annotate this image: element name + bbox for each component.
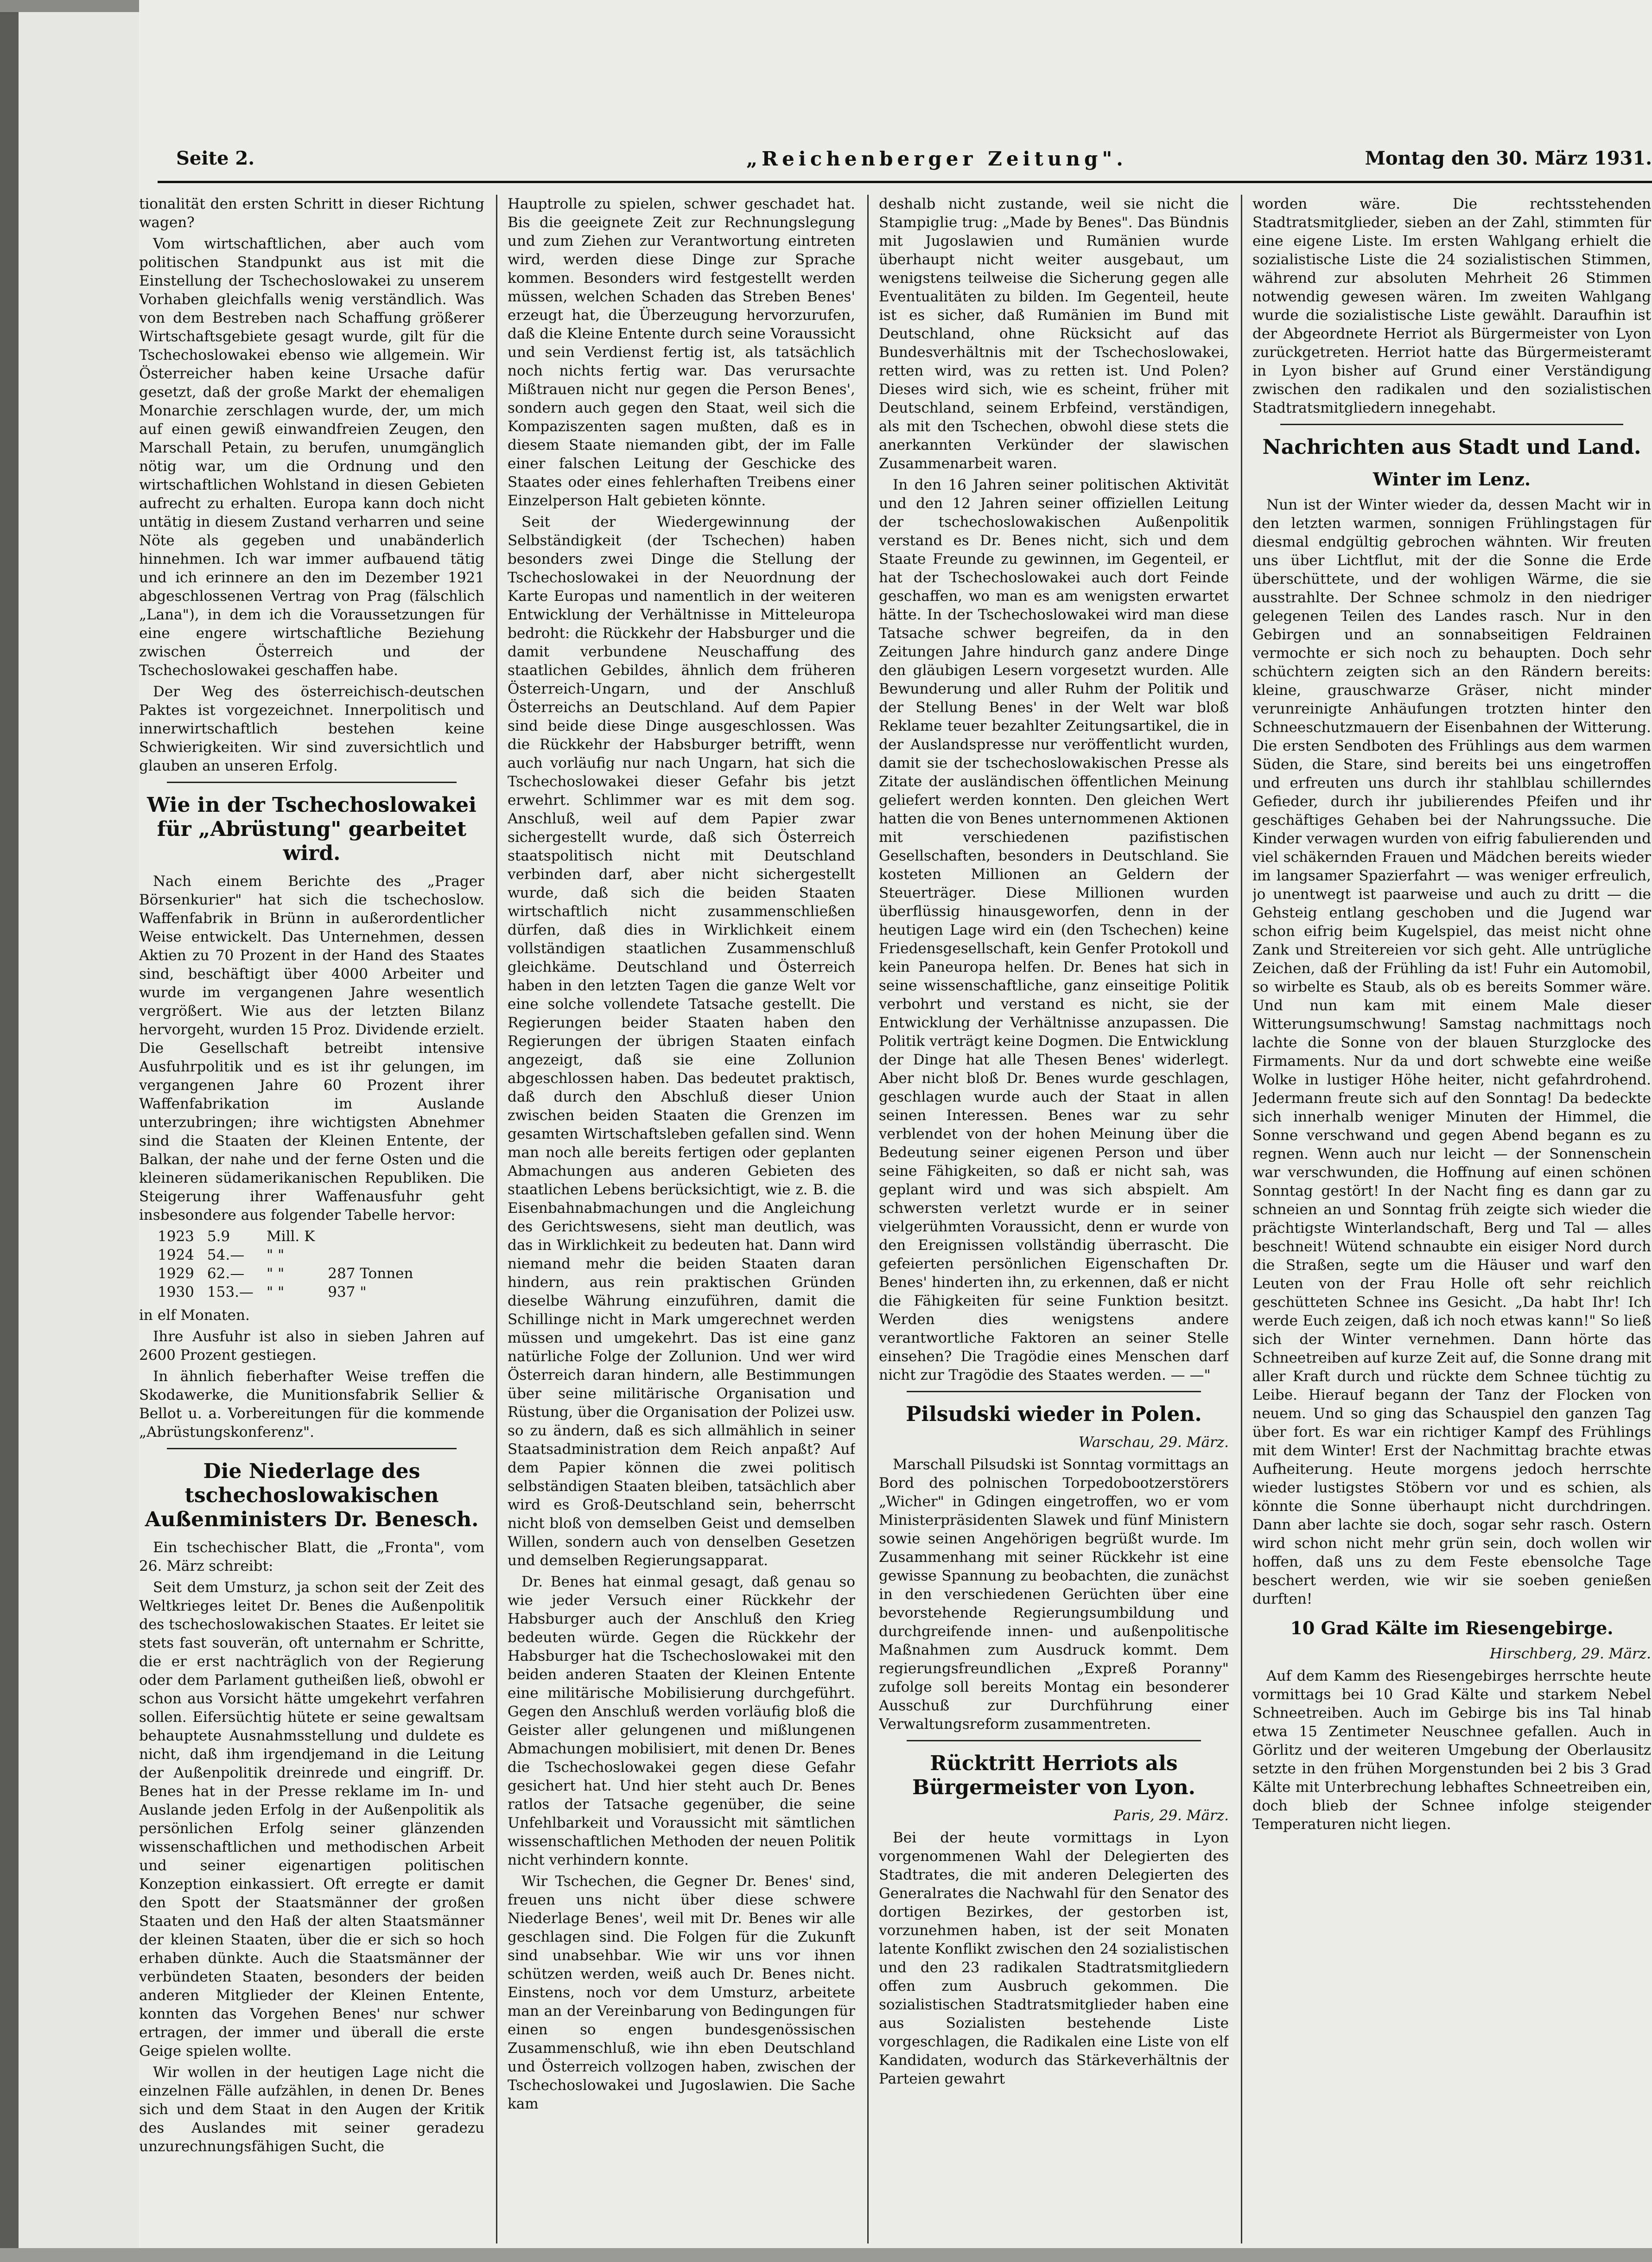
stat-unit: " " — [266, 1284, 285, 1300]
section-headline-nachrichten: Nachrichten aus Stadt und Land. — [1262, 435, 1641, 459]
stat-extra — [328, 1246, 426, 1264]
stat-year: 1923 — [158, 1228, 194, 1245]
stat-year: 1929 — [158, 1265, 194, 1282]
table-row — [158, 1246, 426, 1264]
paragraph: Marschall Pilsudski ist Sonntag vormittags an Bord des polnischen Torpedobootzerstörers „Wicher" in Gdingen eingetroffen, wo er vom Ministerpräsidenten Slawek und fünf Ministern sowie seinen Angehörigen begrüßt wurde. Im Zusammenhang mit seiner Rückkehr ist eine gewisse Spannung zu beobachten, die zunächst in den verschiedenen Gerüchten über eine bevorstehende Regierungsumbildung und durchgreifende innen- und außenpolitische Maßnahmen zum Ausdruck kommt. Dem regierungsfreundlichen „Expreß Poranny" zufolge soll bereits Montag ein besonderer Ausschuß zur Durchführung einer Verwaltungsreform zusammentreten. — [879, 1456, 1229, 1733]
paragraph: in elf Monaten. — [139, 1307, 250, 1324]
export-stats-table — [158, 1227, 426, 1301]
scan-edge-bottom — [0, 2248, 1652, 2262]
paragraph: Bei der heute vormittags in Lyon vorgenommenen Wahl der Delegierten des Stadtrates, die mit anderen Delegierten des Generalrates die Nachwahl für den Senator des dortigen Bezirkes, der gestorben ist, vorzunehmen haben, ist der seit Monaten latente Konflikt zwischen den 24 sozialistischen und den 23 radikalen Stadtratsmitgliedern offen zum Ausbruch gekommen. Die sozialistischen Stadtratsmitglieder haben eine aus Sozialisten bestehende Liste vorgeschlagen, die Radikalen eine Liste von elf Kandidaten, wodurch das Stärkeverhältnis der Parteien gewahrt — [879, 1829, 1229, 2087]
page-number: Seite 2. — [176, 147, 255, 169]
dateline: Hirschberg, 29. März. — [1490, 1645, 1651, 1662]
paragraph: Nach einem Berichte des „Prager Börsenkurier" hat sich die tschechoslow. Waffenfabrik in Brünn in außerordentlicher Weise entwickelt. Das Unternehmen, dessen Aktien zu 70 Prozent in der Hand des Staates sind, beschäftigt über 4000 Arbeiter und wurde im vergangenen Jahre wesentlich vergrößert. Wie aus der letzten Bilanz hervorgeht, wurden 15 Proz. Dividende erzielt. Die Gesellschaft betreibt intensive Ausfuhrpolitik und es ist ihr gelungen, im vergangenen Jahre 60 Prozent ihrer Waffenfabrikation im Auslande unterzubringen; ihre wichtigsten Abnehmer sind die Staaten der Kleinen Entente, der Balkan, der nahe und der ferne Osten und die kleineren südamerikanischen Republiken. Die Steigerung ihrer Waffenausfuhr geht insbesondere aus folgender Tabelle hervor: — [139, 873, 484, 1223]
column-3 — [879, 195, 1229, 2243]
article-headline-winter: Winter im Lenz. — [1372, 469, 1531, 490]
stat-year: 1930 — [158, 1284, 194, 1300]
stat-value: 62.— — [207, 1265, 245, 1282]
article-headline-benesch: Die Niederlage des tschechoslowakischen Außenministers Dr. Benesch. — [145, 1459, 479, 1531]
paragraph: Ihre Ausfuhr ist also in sieben Jahren auf 2600 Prozent gestiegen. — [139, 1328, 484, 1364]
article-rule — [907, 1740, 1201, 1741]
stat-unit: " " — [266, 1247, 285, 1263]
stat-extra: 287 Tonnen — [328, 1265, 413, 1282]
column-1 — [139, 195, 484, 2243]
paragraph: deshalb nicht zustande, weil sie nicht die Stampiglie trug: „Made by Benes". Das Bündnis mit Jugoslawien und Rumänien wurde überhaupt nicht weiter ausgebaut, um wenigstens teilweise die Sicherung gegen alle Eventualitäten zu bilden. Im Gegenteil, heute ist es sicher, daß Rumänien im Bund mit Deutschland, ohne Rücksicht auf das Bundesverhältnis mit der Tschechoslowakei, retten wird, was zu retten ist. Und Polen? Dieses wird sich, wie es scheint, früher mit Deutschland, seinem Erbfeind, verständigen, als mit den Tschechen, obwohl diese stets die anerkannten Verkünder der slawischen Zusammenarbeit waren. — [879, 196, 1229, 472]
stat-value: 54.— — [207, 1247, 245, 1263]
table-row — [158, 1283, 426, 1301]
dateline: Paris, 29. März. — [1113, 1807, 1229, 1824]
paragraph: worden wäre. Die rechtsstehenden Stadtratsmitglieder, sieben an der Zahl, stimmten für eine eigene Liste. Im ersten Wahlgang erhielt die sozialistische Liste die 24 sozialistischen Stimmen, während zur absoluten Mehrheit 26 Stimmen notwendig gewesen wären. Im zweiten Wahlgang wurde die sozialistische Liste gewählt. Daraufhin ist der Abgeordnete Herriot als Bürgermeister von Lyon zurückgetreten. Herriot hatte das Bürgermeisteramt in Lyon bisher auf Grund einer Verständigung zwischen den radikalen und den sozialistischen Stadtratsmitgliedern innegehabt. — [1252, 196, 1651, 416]
stat-unit: Mill. K — [266, 1228, 315, 1245]
paragraph: Der Weg des österreichisch-deutschen Paktes ist vorgezeichnet. Innerpolitisch und innerwirtschaftlich bestehen keine Schwierigkeiten. Wir sind zuversichtlich und glauben an unseren Erfolg. — [139, 683, 484, 774]
newspaper-title: „Reichenberger Zeitung". — [746, 147, 1127, 170]
stat-value: 153.— — [207, 1284, 254, 1300]
paragraph: In ähnlich fieberhafter Weise treffen die Skodawerke, die Munitionsfabrik Sellier & Bellot u. a. Vorbereitungen für die kommende „Abrüstungskonferenz". — [139, 1368, 484, 1440]
column-4 — [1252, 195, 1651, 2243]
column-2 — [508, 195, 855, 2243]
paragraph: Auf dem Kamm des Riesengebirges herrschte heute vormittags bei 10 Grad Kälte und starkem Nebel Schneetreiben. Auch im Gebirge bis ins Tal hinab etwa 15 Zentimeter Neuschnee gefallen. Auch in Görlitz und der weiteren Umgebung der Oberlausitz setzte in den frühen Morgenstunden bei 2 bis 3 Grad Kälte mit Unterbrechung lebhaftes Schneetreiben ein, doch blieb der Schnee infolge steigender Temperaturen nicht liegen. — [1252, 1668, 1651, 1833]
section-rule — [1280, 424, 1623, 425]
stat-value: 5.9 — [207, 1228, 230, 1245]
paragraph: Vom wirtschaftlichen, aber auch vom politischen Standpunkt aus ist mit die Einstellung der Tschechoslowakei zu unserem Vorhaben gleichfalls wenig verständlich. Was von dem Bestreben nach Schaffung größerer Wirtschaftsgebiete gesagt wurde, gilt für die Tschechoslowakei ebenso wie allgemein. Wir Österreicher haben keine Ursache dafür gesetzt, daß der große Markt der ehemaligen Monarchie zerschlagen wurde, der, um mich auf einen gewiß einwandfreien Zeugen, den Marschall Petain, zu berufen, unumgänglich nötig war, um die Ordnung und den wirtschaftlichen Wohlstand in diesen Gebieten aufrecht zu erhalten. Europa kann doch nicht untätig in diesem Zustand verharren und seine Nöte als gegeben und unabänderlich hinnehmen. Ich war immer aufbauend tätig und ich erinnere an den im Dezember 1921 abgeschlossenen Vertrag von Prag (fälschlich „Lana"), in dem ich die Voraussetzungen für eine engere wirtschaftliche Beziehung zwischen Österreich und der Tschechoslowakei geschaffen habe. — [139, 236, 484, 679]
stat-year: 1924 — [158, 1247, 194, 1263]
article-headline-kaelte: 10 Grad Kälte im Riesengebirge. — [1290, 1618, 1614, 1638]
article-headline-herriot: Rücktritt Herriots als Bürgermeister von Lyon. — [912, 1752, 1195, 1799]
paragraph: tionalität den ersten Schritt in dieser Richtung wagen? — [139, 196, 484, 231]
column-separator — [867, 195, 869, 2243]
stat-extra: 937 " — [328, 1284, 367, 1300]
article-rule — [167, 1448, 457, 1449]
dateline: Warschau, 29. März. — [1078, 1434, 1229, 1451]
scan-edge-left — [0, 0, 19, 2262]
header-rule — [158, 181, 1652, 183]
stat-extra — [328, 1227, 426, 1246]
paragraph: Hauptrolle zu spielen, schwer geschadet hat. Bis die geeignete Zeit zur Rechnungslegung und zum Ziehen zur Verantwortung eintreten wird, werden diese Dinge zur Sprache kommen. Besonders wird festgestellt werden müssen, welchen Schaden das Streben Benes' erzeugt hat, die Überzeugung hervorzurufen, daß die Kleine Entente durch seine Voraussicht und sein Verdienst fertig ist, als tatsächlich noch nichts fertig war. Das verursachte Mißtrauen nicht nur gegen die Person Benes', sondern auch gegen den Staat, weil sich die Kompaziszenten sagen mußten, daß es in diesem Staate niemanden gibt, der im Falle einer falschen Leitung der Geschicke des Staates oder eines fehlerhaften Treibens einer Einzelperson Halt gebieten könnte. — [508, 196, 855, 509]
article-rule — [167, 782, 457, 783]
issue-date: Montag den 30. März 1931. — [1365, 147, 1652, 169]
paragraph: Seit der Wiedergewinnung der Selbständigkeit (der Tschechen) haben besonders zwei Dinge die Stellung der Tschechoslowakei in der Neuordnung der Karte Europas und namentlich in der weiteren Entwicklung der Verhältnisse in Mitteleuropa bedroht: die Rückkehr der Habsburger und die damit verbundene Neuschaffung des staatlichen Gebildes, ähnlich dem früheren Österreich-Ungarn, und der Anschluß Österreichs an Deutschland. Auf dem Papier sind beide diese Dinge ausgeschlossen. Was die Rückkehr der Habsburger betrifft, wenn auch vorläufig nur nach Ungarn, hat sich die Tschechoslowakei dieser Gefahr bis jetzt erwehrt. Schlimmer war es mit dem sog. Anschluß, weil auf dem Papier zwar sichergestellt wurde, daß sich Österreich staatspolitisch nicht mit Deutschland verbinden darf, aber nicht sichergestellt wurde, daß sich die beiden Staaten wirtschaftlich nicht zusammenschließen dürfen, daß dies in Wirklichkeit einem vollständigen staatlichen Zusammenschluß gleichkäme. Deutschland und Österreich haben in den letzten Tagen die ganze Welt vor eine solche vollendete Tatsache gestellt. Die Regierungen beider Staaten haben den Regierungen der übrigen Staaten einfach angezeigt, daß sie eine Zollunion abgeschlossen haben. Das bedeutet praktisch, daß durch den Abschluß dieser Union zwischen beiden Staaten die Grenzen im gesamten Wirtschaftsleben gefallen sind. Wenn man noch alle bereits fertigen oder geplanten Abmachungen aus anderen Gebieten des staatlichen Lebens berücksichtigt, wie z. B. die Eisenbahnabmachungen und die Angleichung des Gerichtswesens, sieht man deutlich, was das in Wirklichkeit zu bedeuten hat. Dann wird niemand mehr die beiden Staaten daran hindern, aus rein praktischen Gründen dieselbe Währung einzuführen, damit die Schillinge nicht in Mark umgerechnet werden müssen und umgekehrt. Das ist eine ganz natürliche Folge der Zollunion. Und wer wird Österreich daran hindern, alle Bestimmungen über seine militärische Organisation und Rüstung, über die Organisation der Polizei usw. so zu ändern, daß es sich allmählich in seiner Staatsadministration dem Reich anpaßt? Auf dem Papier können die zwei politisch selbständigen Staaten bleiben, tatsächlich aber wird es Groß-Deutschland sein, beherrscht nicht bloß von demselben Geist und demselben Willen, sondern auch von denselben Gesetzen und demselben Regierungsapparat. — [508, 514, 855, 1569]
column-separator — [496, 195, 497, 2243]
paragraph: Nun ist der Winter wieder da, dessen Macht wir in den letzten warmen, sonnigen Frühlingstagen für diesmal endgültig gebrochen wähnten. Wir freuten uns über Lichtflut, mit der die Sonne die Erde überschüttete, und der wohligen Wärme, die sie ausstrahlte. Der Schnee schmolz in den niedriger gelegenen Teilen des Landes rasch. Nur in den Gebirgen und an sonnabseitigen Feldrainen vermochte er sich noch zu behaupten. Doch sehr schüchtern zeigten sich an den Rändern bereits: kleine, grauschwarze Gräser, nicht minder verunreinigte Anhäufungen trotzten hinter den Schneeschutzmauern der Eisenbahnen der Witterung. Die ersten Sendboten des Frühlings aus dem warmen Süden, die Stare, sind bereits bei uns eingetroffen und erfreuten uns durch ihr stahlblau schillerndes Gefieder, durch ihr jubilierendes Pfeifen und ihr geschäftiges Gehaben bei der Nahrungssuche. Die Kinder verwagen wurden von eifrig fabulierenden und viel schäkernden Frauen und Mädchen bereits wieder im langsamer Spazierfahrt — was weniger erfreulich, jo unentwegt ist paarweise und auch zu dritt — die Gehsteig entlang geschoben und die Jugend war schon eifrig beim Kugelspiel, das meist nicht ohne Zank und Streitereien vor sich geht. Alle untrügliche Zeichen, daß der Frühling da ist! Fuhr ein Automobil, so wirbelte es Staub, als ob es bereits Sommer wäre. Und nun kam mit einem Male dieser Witterungsumschwung! Samstag nachmittags noch lachte die Sonne von der blauen Sturzglocke des Firmaments. Nur da und dort schwebte eine weiße Wolke in lustiger Höhe heiter, nicht gefahrdrohend. Jedermann freute sich auf den Sonntag! Da bedeckte sich innerhalb weniger Minuten der Himmel, die Sonne verschwand und gegen Abend begann es zu regnen. Wenn auch nur leicht — der Sonnenschein war verschwunden, die Hoffnung auf einen schönen Sonntag gestört! In der Nacht fing es dann gar zu schneien an und Sonntag früh zeigte sich wieder die prächtigste Winterlandschaft, Berg und Tal — alles beschneit! Wütend schnaubte ein eisiger Nord durch die Straßen, segte um die Häuser und warf den Leuten von der Frau Holle oft sehr reichlich geschütteten Schnee ins Gesicht. „Da habt Ihr! Ich werde Euch zeigen, daß ich noch etwas kann!" So ließ sich der Winter vernehmen. Dann hörte das Schneetreiben auf kurze Zeit auf, die Sonne drang mit aller Kraft durch und rückte dem Schnee tüchtig zu Leibe. Hierauf begann der Tanz der Flocken von neuem. Und so ging das Schauspiel den ganzen Tag über fort. Es war ein richtiger Kampf des Frühlings mit dem Winter! Erst der Nachmittag brachte etwas Aufheiterung. Heute morgens jedoch herrschte wieder lustigstes Stöbern vor und es schien, als könnte die Sonne überhaupt nicht durchdringen. Dann aber lachte sie doch, sogar sehr rasch. Ostern wird schon nicht mehr grün sein, doch wollen wir hoffen, daß uns zu dem Feste ebensolche Tage beschert werden, wie wir sie soeben genießen durften! — [1252, 497, 1651, 1607]
paragraph: Wir Tschechen, die Gegner Dr. Benes' sind, freuen uns nicht über diese schwere Niederlage Benes', weil mit Dr. Benes wir alle geschlagen sind. Die Folgen für die Zukunft sind unabsehbar. Wie wir uns vor ihnen schützen werden, weiß auch Dr. Benes nicht. Einstens, noch vor dem Umsturz, arbeitete man an der Vereinbarung von Bedingungen für einen so engen bundesgenössischen Zusammenschluß, wie ihn eben Deutschland und Österreich vollzogen haben, zwischen der Tschechoslowakei und Jugoslawien. Die Sache kam — [508, 1873, 855, 2112]
table-row — [158, 1227, 426, 1246]
paragraph: Dr. Benes hat einmal gesagt, daß genau so wie jeder Versuch einer Rückkehr der Habsburger auch der Anschluß den Krieg bedeuten würde. Gegen die Rückkehr der Habsburger hat die Tschechoslowakei mit den beiden anderen Staaten der Kleinen Entente eine militärische Mobilisierung durchgeführt. Gegen den Anschluß werden vorläufig bloß die Geister aller gelungenen und mißlungenen Abmachungen mobilisiert, mit denen Dr. Benes die Tschechoslowakei gegen diese Gefahr gesichert hat. Und hier steht auch Dr. Benes ratlos der Tatsache gegenüber, die seine Unfehlbarkeit und Voraussicht mit sämtlichen wissenschaftlichen Methoden der neuen Politik nicht verhindern konnte. — [508, 1574, 855, 1868]
article-headline-abruestung: Wie in der Tschechoslowakei für „Abrüstung" gearbeitet wird. — [147, 793, 477, 865]
article-headline-pilsudski: Pilsudski wieder in Polen. — [906, 1402, 1202, 1426]
table-row — [158, 1264, 426, 1283]
column-separator — [1241, 195, 1242, 2243]
newspaper-page — [139, 0, 1652, 2262]
paragraph: Wir wollen in der heutigen Lage nicht die einzelnen Fälle aufzählen, in denen Dr. Benes sich und dem Staat in den Augen der Kritik des Auslandes mit seiner geradezu unzurechnungsfähigen Sucht, die — [139, 2064, 484, 2155]
paragraph: In den 16 Jahren seiner politischen Aktivität und den 12 Jahren seiner offiziellen Leitung der tschechoslowakischen Außenpolitik verstand es Dr. Benes nicht, sich und dem Staate Freunde zu gewinnen, im Gegenteil, er hat der Tschechoslowakei auch dort Feinde geschaffen, wo man es am wenigsten erwartet hätte. In der Tschechoslowakei wird man diese Tatsache schwer begreifen, da in den Zeitungen Jahre hindurch ganz andere Dinge den gläubigen Lesern vorgesetzt wurden. Alle Bewunderung und aller Ruhm der Politik und der Stellung Benes' in der Welt war bloß Reklame teuer bezahlter Zeitungsartikel, die in der Auslandspresse nur veröffentlicht wurden, damit sie der tschechoslowakischen Presse als Zitate der ausländischen öffentlichen Meinung geliefert werden konnten. Den gleichen Wert hatten die von Benes unternommenen Aktionen mit verschiedenen pazifistischen Gesellschaften, besonders in Deutschland. Sie kosteten Millionen an Geldern der Steuerträger. Diese Millionen wurden überflüssig hinausgeworfen, denn in der heutigen Lage wird ein (den Tschechen) keine Friedensgesellschaft, kein Genfer Protokoll und kein Paneuropa helfen. Dr. Benes hat sich in seine wissenschaftliche, ganz einseitige Politik verbohrt und verstand es nicht, sie der Entwicklung der Verhältnisse anzupassen. Die Politik verträgt keine Dogmen. Die Entwicklung der Dinge hat alle Thesen Benes' widerlegt. Aber nicht bloß Dr. Benes wurde geschlagen, geschlagen wurde auch der Staat in allen seinen Interessen. Benes war zu sehr verblendet von der hohen Meinung über die Bedeutung seiner eigenen Person und über seine Fähigkeiten, so daß er nicht sah, was geplant wird und was sich abspielt. Am schwersten verletzt wurde er in seiner vielgerühmten Voraussicht, denn er wurde von den Ereignissen vollständig überrascht. Die gefeierten persönlichen Eigenschaften Dr. Benes' hinderten ihn, zu erkennen, daß er nicht die Fähigkeiten für seine Funktion besitzt. Werden dies wenigstens andere verantwortliche Faktoren an seiner Stelle einsehen? Die Tragödie eines Menschen darf nicht zur Tragödie des Staates werden. — —" — [879, 477, 1229, 1383]
stat-unit: " " — [266, 1265, 285, 1282]
paragraph: Ein tschechischer Blatt, die „Fronta", vom 26. März schreibt: — [139, 1539, 484, 1574]
article-rule — [907, 1391, 1201, 1392]
paragraph: Seit dem Umsturz, ja schon seit der Zeit des Weltkrieges leitet Dr. Benes die Außenpolitik des tschechoslowakischen Staates. Er leitet sie stets fast souverän, oft unternahm er Schritte, die er erst nachträglich von der Regierung oder dem Parlament gutheißen ließ, obwohl er schon aus Vorsicht hätte umgekehrt verfahren sollen. Eifersüchtig hütete er seine gewaltsam behauptete Ausnahmsstellung und duldete es nicht, daß ihm irgendjemand in die Leitung der Außenpolitik dreinrede und eingriff. Dr. Benes hat in der Presse reklame im In- und Auslande jeden Erfolg in der Außenpolitik als persönlichen Erfolg seiner glänzenden wissenschaftlichen und methodischen Arbeit und seiner eigenartigen politischen Konzeption einkassiert. Oft erregte er damit den Spott der Staatsmänner der großen Staaten und den Haß der alten Staatsmänner der kleinen Staaten, über die er sich so hoch erhaben dünkte. Auch die Staatsmänner der verbündeten Staaten, besonders der beiden anderen Mitglieder der Kleinen Entente, konnten das Vorgehen Benes' nur schwer ertragen, der immer und überall die erste Geige spielen wollte. — [139, 1579, 484, 2059]
running-head — [176, 147, 1652, 175]
